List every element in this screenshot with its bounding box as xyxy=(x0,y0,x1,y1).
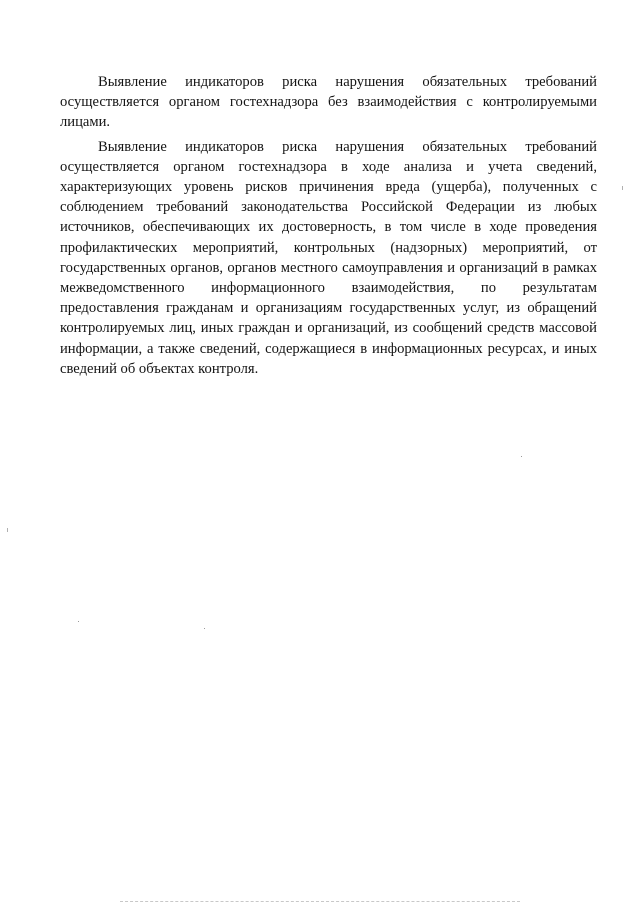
scan-bottom-edge xyxy=(120,901,520,902)
scan-speck xyxy=(521,456,522,457)
paragraph-2: Выявление индикаторов риска нарушения обязательных требований осуществляется органом гостехнадзора в ходе анализа и учета сведений, характеризующих уровень рисков причинения вреда (ущерба), полученных с соблюдением требований законодательства Российской Федерации из любых источников, обеспечивающих их достоверность, в том числе в ходе проведения профилактических мероприятий, контрольных (надзорных) мероприятий, от государственных органов, органов местного самоуправления и организаций в рамках межведомственного информационного взаимодействия, по результатам предоставления гражданам и организациям государственных услуг, из обращений контролируемых лиц, иных граждан и организаций, из сообщений средств массовой информации, а также сведений, содержащиеся в информационных ресурсах, и иных сведений об объектах контроля. xyxy=(60,138,597,377)
scan-speck xyxy=(204,628,205,629)
scan-speck xyxy=(78,621,79,622)
paragraph-1: Выявление индикаторов риска нарушения обязательных требований осуществляется органом гостехнадзора без взаимодействия с контролируемыми лицами. xyxy=(60,74,597,131)
scan-speck xyxy=(622,186,623,190)
scan-speck xyxy=(7,528,8,532)
document-body xyxy=(60,72,597,383)
